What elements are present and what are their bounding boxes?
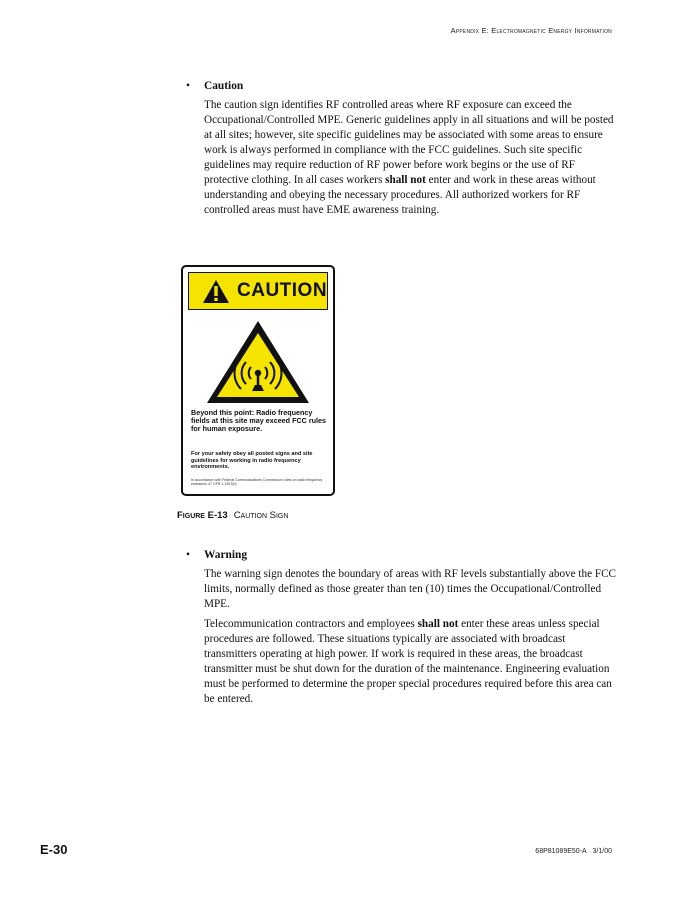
warning-paragraph-2 (204, 617, 616, 707)
warning-exclamation-icon (202, 279, 230, 304)
warning-heading (186, 549, 626, 561)
caution-sign-header (188, 272, 328, 310)
sign-safety-text: For your safety obey all posted signs and site guidelines for working in radio frequency environments. (191, 451, 313, 471)
bullet-icon: • (186, 80, 190, 92)
sign-warning-text: Beyond this point: Radio frequency fields at this site may exceed FCC rules for human exposure. (191, 408, 327, 434)
radiation-warning-triangle-icon (205, 319, 311, 405)
warning-paragraph-1: The warning sign denotes the boundary of areas with RF levels substantially above the FCC limits, normally defined as those greater than ten (10) times the Occupational/Controlled MPE. (204, 568, 616, 610)
sign-fine-print: In accordance with Federal Communications Commission rules on radio frequency emissions 47 CFR 1.1307(b) (191, 478, 323, 487)
warning-heading-text: Warning (204, 549, 248, 561)
document-date: 3/1/00 (592, 848, 612, 855)
caution-heading-text: Caution (204, 80, 244, 92)
running-header-text: Appendix E: Electromagnetic Energy Information (450, 26, 612, 35)
footer-doc-info (535, 848, 612, 855)
caution-heading (186, 80, 626, 92)
figure-label: Figure E-13 (177, 510, 228, 521)
warning-paragraph-2-bold: shall not (417, 618, 459, 630)
warning-paragraph-2-end: enter these areas unless special procedures are followed. These situations typically are associated with broadcast transmitters operating at high power. If work is required in these areas, the broadcast transmitter must be shut down for the duration of the maintenance. Engineering evaluation must be performed to determine the proper special procedures required before this area can be entered. (204, 618, 612, 705)
caution-sign-word: CAUTION (237, 280, 328, 301)
warning-paragraph-2-start: Telecommunication contractors and employees (204, 618, 418, 630)
caution-paragraph-text: The caution sign identifies RF controlled areas where RF exposure can exceed the Occupational/Controlled MPE. Generic guidelines apply in all situations and will be posted at all sites; however, site specific guidelines may be associated with some areas to ensure work is always performed in compliance with the FCC guidelines. Such site specific guidelines may require reduction of RF power before work begins or the use of RF protective clothing. In all cases workers (204, 99, 614, 186)
caution-paragraph-bold: shall not (385, 174, 426, 186)
page-number: E-30 (40, 842, 68, 857)
running-header (451, 26, 612, 35)
figure-caption (177, 510, 288, 521)
caution-paragraph-end: enter and work in these areas without understanding and obeying the necessary procedures. All authorized workers for RF controlled areas must have EME awareness training. (204, 174, 596, 216)
caution-paragraph (204, 98, 616, 218)
figure-title: Caution Sign (233, 510, 289, 521)
bullet-icon: • (186, 549, 190, 561)
document-id: 68P81089E50-A (535, 848, 587, 855)
caution-sign-figure (181, 265, 335, 496)
